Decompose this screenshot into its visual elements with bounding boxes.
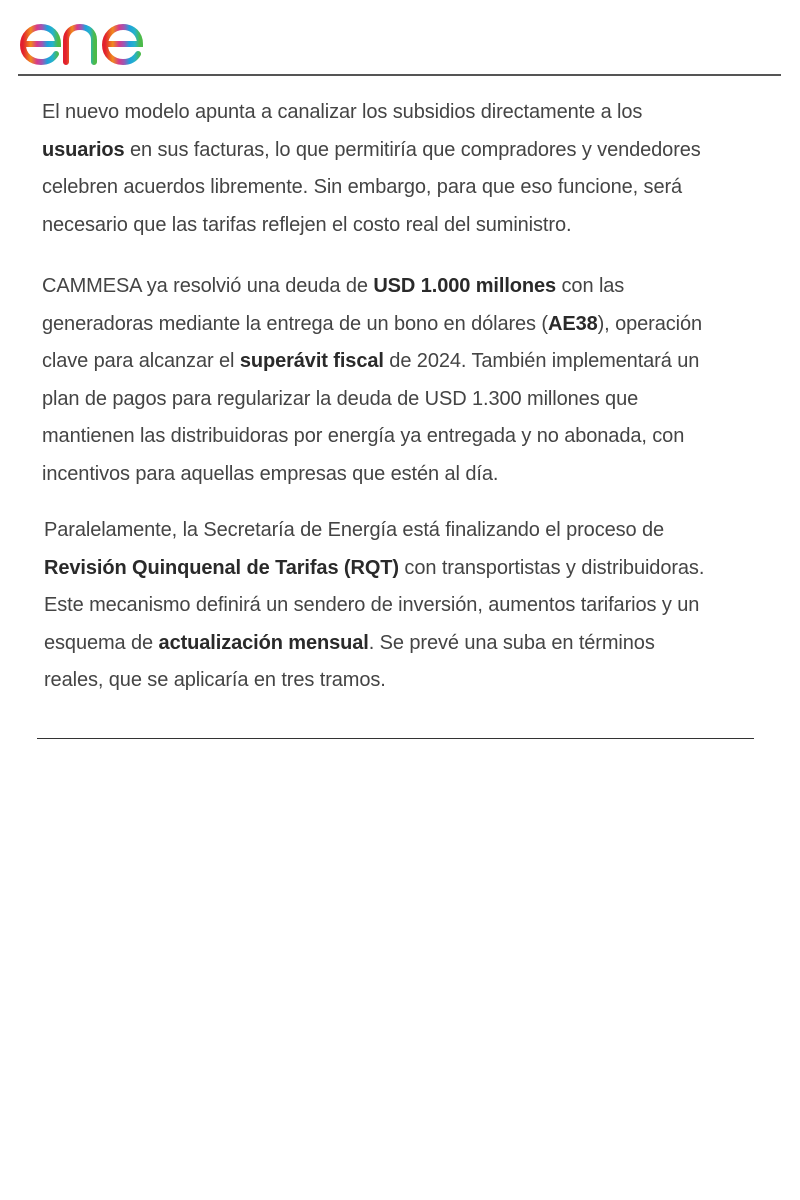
bold-term: usuarios	[42, 138, 125, 161]
article-paragraph-cammesa	[42, 268, 762, 493]
bold-term: actualización mensual	[158, 631, 369, 654]
text-line: Este mecanismo definirá un sendero de inversión, aumentos tarifarios y un	[44, 594, 700, 616]
article-paragraph-rqt	[44, 512, 764, 700]
footer-divider	[37, 738, 754, 739]
article-paragraph-subsidies	[42, 94, 762, 244]
enel-logo[interactable]	[18, 8, 170, 68]
bold-term: AE38	[547, 312, 598, 335]
text-line: Revisión Quinquenal de Tarifas (RQT) con transportistas y distribuidoras.	[44, 556, 705, 579]
text-line: reales, que se aplicaría en tres tramos.	[44, 669, 386, 691]
text-line: esquema de actualización mensual. Se prevé una suba en términos	[44, 631, 655, 654]
text-line: necesario que las tarifas reflejen el costo real del suministro.	[42, 213, 572, 236]
header-divider	[18, 74, 781, 76]
text-line: celebren acuerdos libremente. Sin embargo, para que eso funcione, será	[42, 176, 683, 198]
text-line: El nuevo modelo apunta a canalizar los subsidios directamente a los	[42, 101, 643, 123]
text-line: generadoras mediante la entrega de un bono en dólares (AE38), operación	[42, 312, 703, 335]
text-line: mantienen las distribuidoras por energía ya entregada y no abonada, con	[42, 425, 685, 447]
text-line: plan de pagos para regularizar la deuda de USD 1.300 millones que	[42, 387, 639, 410]
bold-term: USD 1.000 millones	[373, 275, 557, 297]
text-line: incentivos para aquellas empresas que estén al día.	[42, 462, 499, 485]
text-line: Paralelamente, la Secretaría de Energía está finalizando el proceso de	[44, 519, 665, 541]
bold-term: Revisión Quinquenal de Tarifas (RQT)	[44, 556, 399, 579]
text-line: usuarios en sus facturas, lo que permitiría que compradores y vendedores	[42, 138, 701, 161]
text-line: CAMMESA ya resolvió una deuda de USD 1.000 millones con las	[42, 275, 625, 297]
text-line: clave para alcanzar el superávit fiscal de 2024. También implementará un	[42, 350, 700, 372]
page-header	[18, 8, 781, 74]
bold-term: superávit fiscal	[239, 350, 384, 372]
